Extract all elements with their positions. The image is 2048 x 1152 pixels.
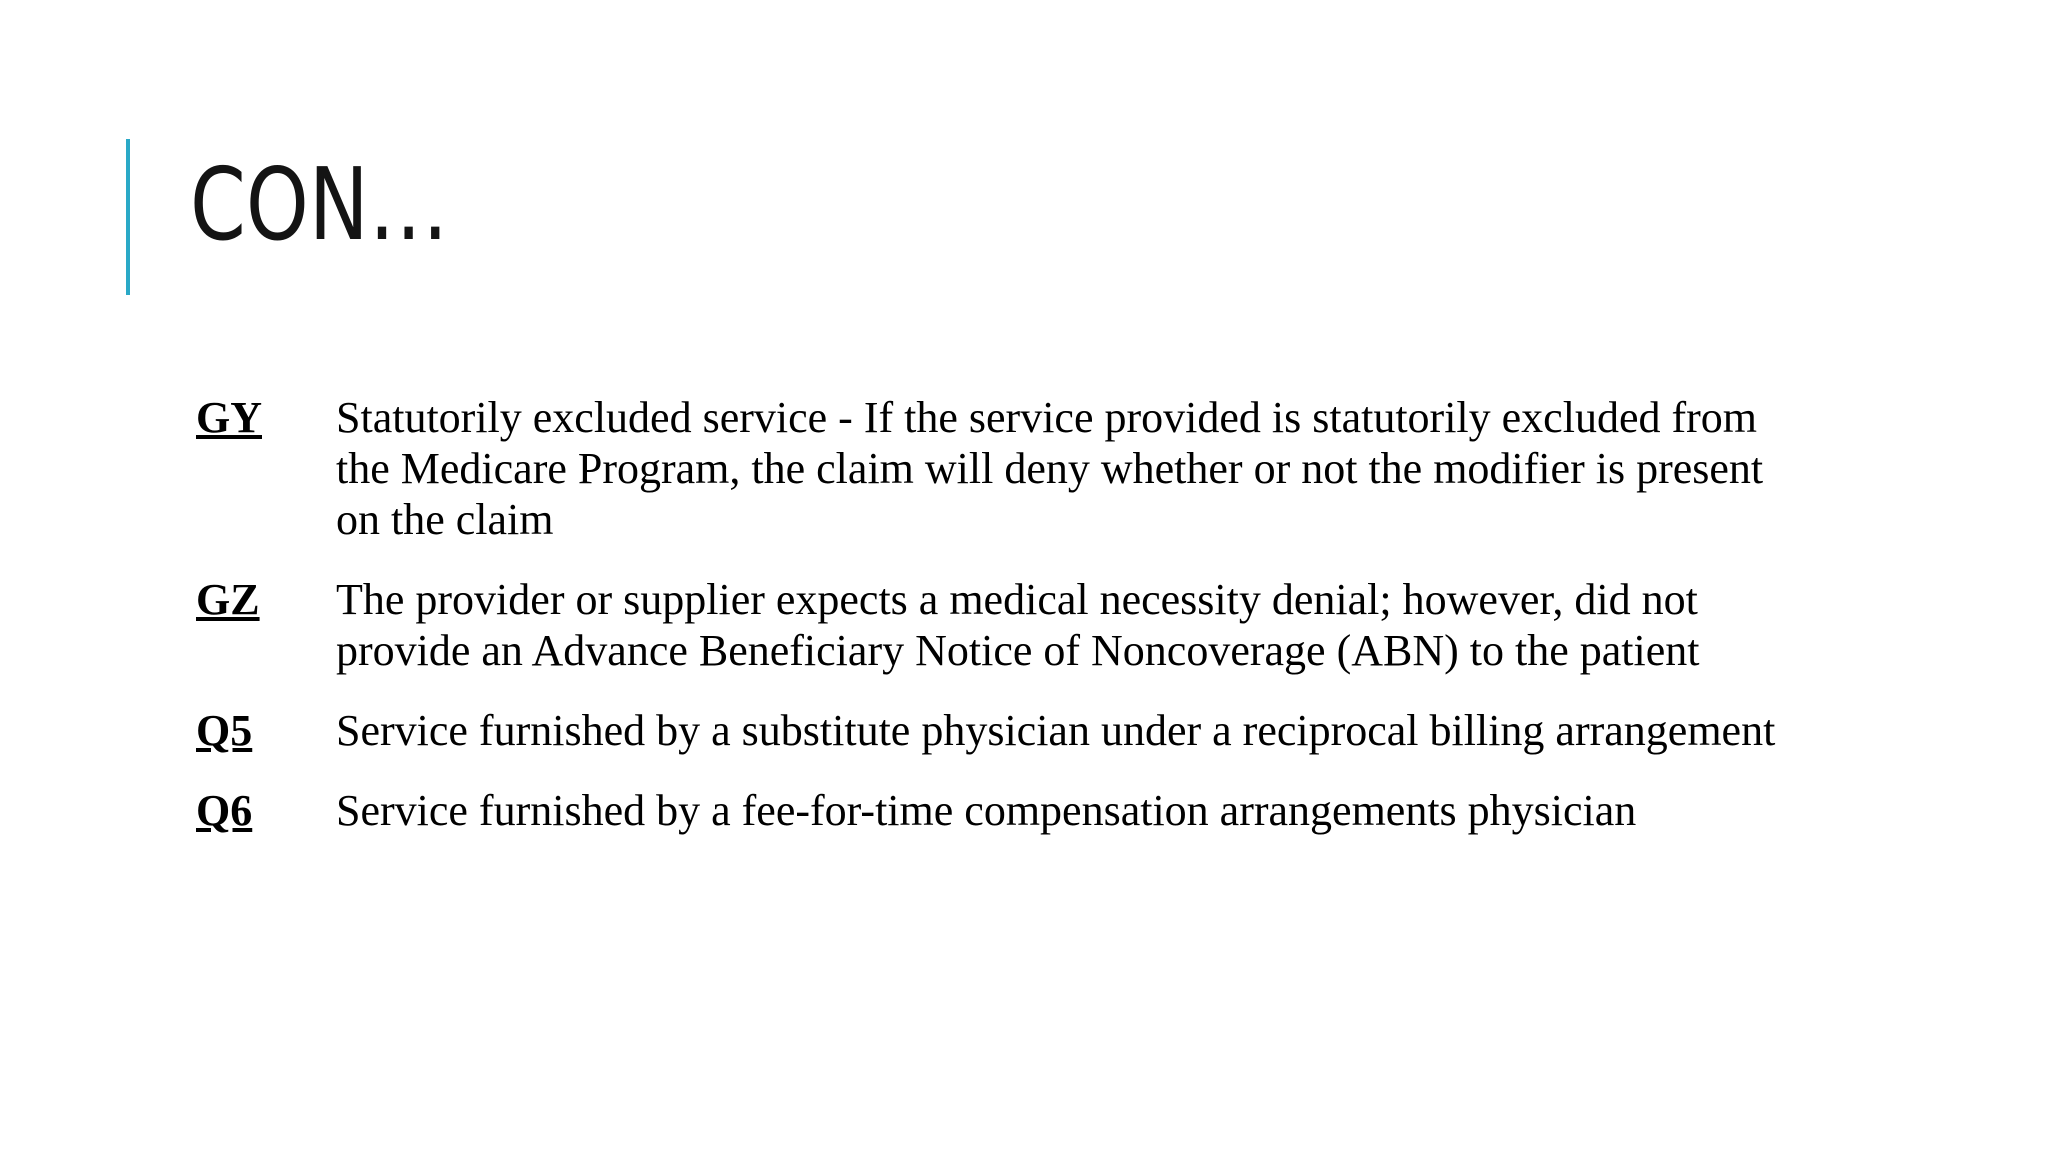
- modifier-row: [196, 392, 1816, 574]
- modifier-description: The provider or supplier expects a medical necessity denial; however, did not provide an Advance Beneficiary Notice of Noncoverage (ABN) to the patient: [336, 575, 1700, 675]
- modifier-row: [196, 574, 1816, 705]
- modifier-code: Q5: [196, 706, 253, 755]
- modifier-row: [196, 705, 1816, 785]
- modifier-description: Statutorily excluded service - If the service provided is statutorily excluded from the Medicare Program, the claim will deny whether or not the modifier is present on the claim: [336, 393, 1764, 544]
- modifier-code: GZ: [196, 575, 260, 624]
- modifier-row: [196, 785, 1816, 865]
- modifier-description: Service furnished by a substitute physician under a reciprocal billing arrangement: [336, 706, 1776, 755]
- modifier-code: Q6: [196, 786, 253, 835]
- slide-title: CON…: [190, 146, 449, 263]
- modifier-table: [196, 392, 1816, 865]
- title-accent-bar: [126, 139, 130, 295]
- modifier-code: GY: [196, 393, 262, 442]
- modifier-description: Service furnished by a fee-for-time compensation arrangements physician: [336, 786, 1637, 835]
